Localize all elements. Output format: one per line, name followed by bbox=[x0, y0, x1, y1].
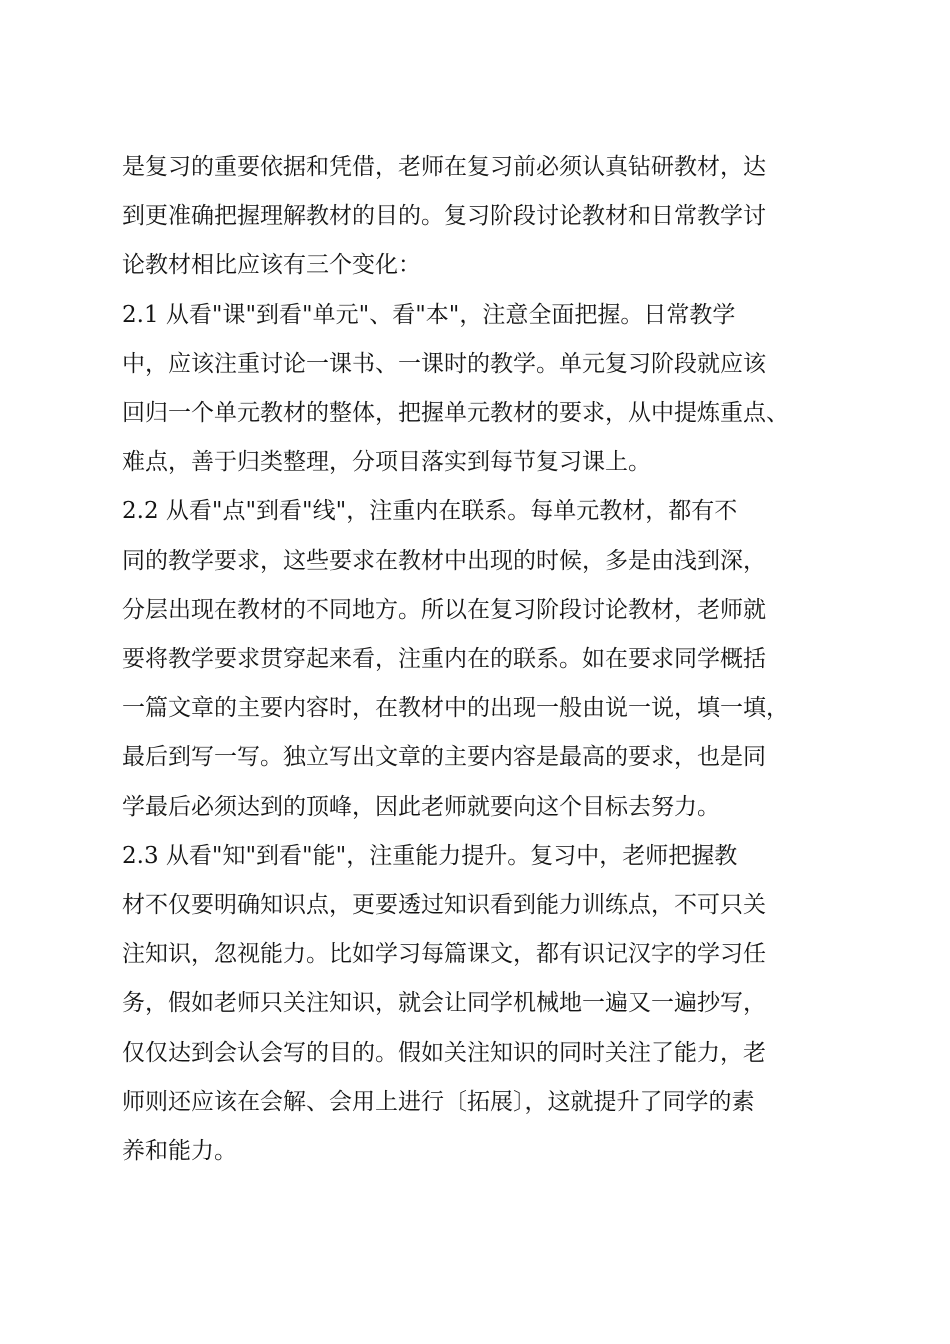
text-line: 最后到写一写。独立写出文章的主要内容是最高的要求，也是同 bbox=[122, 744, 766, 771]
text-line: 注知识，忽视能力。比如学习每篇课文，都有识记汉字的学习任 bbox=[122, 941, 766, 968]
text-line: 2.3 从看"知"到看"能"，注重能力提升。复习中，老师把握教 bbox=[122, 842, 738, 869]
text-line: 2.1 从看"课"到看"单元"、看"本"，注意全面把握。日常教学 bbox=[122, 301, 736, 328]
text-line: 要将教学要求贯穿起来看，注重内在的联系。如在要求同学概括 bbox=[122, 646, 766, 672]
text-line: 材不仅要明确知识点，更要透过知识看到能力训练点，不可只关 bbox=[122, 892, 766, 918]
text-line: 分层出现在教材的不同地方。所以在复习阶段讨论教材，老师就 bbox=[122, 596, 766, 623]
text-line: 养和能力。 bbox=[122, 1138, 237, 1164]
text-line: 是复习的重要依据和凭借，老师在复习前必须认真钻研教材，达 bbox=[122, 154, 766, 180]
text-line: 仅仅达到会认会写的目的。假如关注知识的同时关注了能力，老 bbox=[122, 1039, 766, 1066]
text-line: 务，假如老师只关注知识，就会让同学机械地一遍又一遍抄写， bbox=[122, 990, 766, 1017]
text-line: 一篇文章的主要内容时，在教材中的出现一般由说一说，填一填， bbox=[122, 695, 789, 722]
text-line: 同的教学要求，这些要求在教材中出现的时候，多是由浅到深， bbox=[122, 547, 766, 574]
text-line: 中，应该注重讨论一课书、一课时的教学。单元复习阶段就应该 bbox=[122, 350, 766, 377]
text-line: 难点，善于归类整理，分项目落实到每节复习课上。 bbox=[122, 449, 651, 476]
text-line: 师则还应该在会解、会用上进行〔拓展〕，这就提升了同学的素 bbox=[122, 1088, 755, 1115]
text-line: 2.2 从看"点"到看"线"，注重内在联系。每单元教材，都有不 bbox=[122, 498, 738, 525]
text-line: 回归一个单元教材的整体，把握单元教材的要求，从中提炼重点、 bbox=[122, 400, 789, 426]
text-line: 学最后必须达到的顶峰，因此老师就要向这个目标去努力。 bbox=[122, 793, 720, 820]
text-line: 论教材相比应该有三个变化： bbox=[122, 252, 421, 279]
text-line: 到更准确把握理解教材的目的。复习阶段讨论教材和日常教学讨 bbox=[122, 203, 766, 230]
